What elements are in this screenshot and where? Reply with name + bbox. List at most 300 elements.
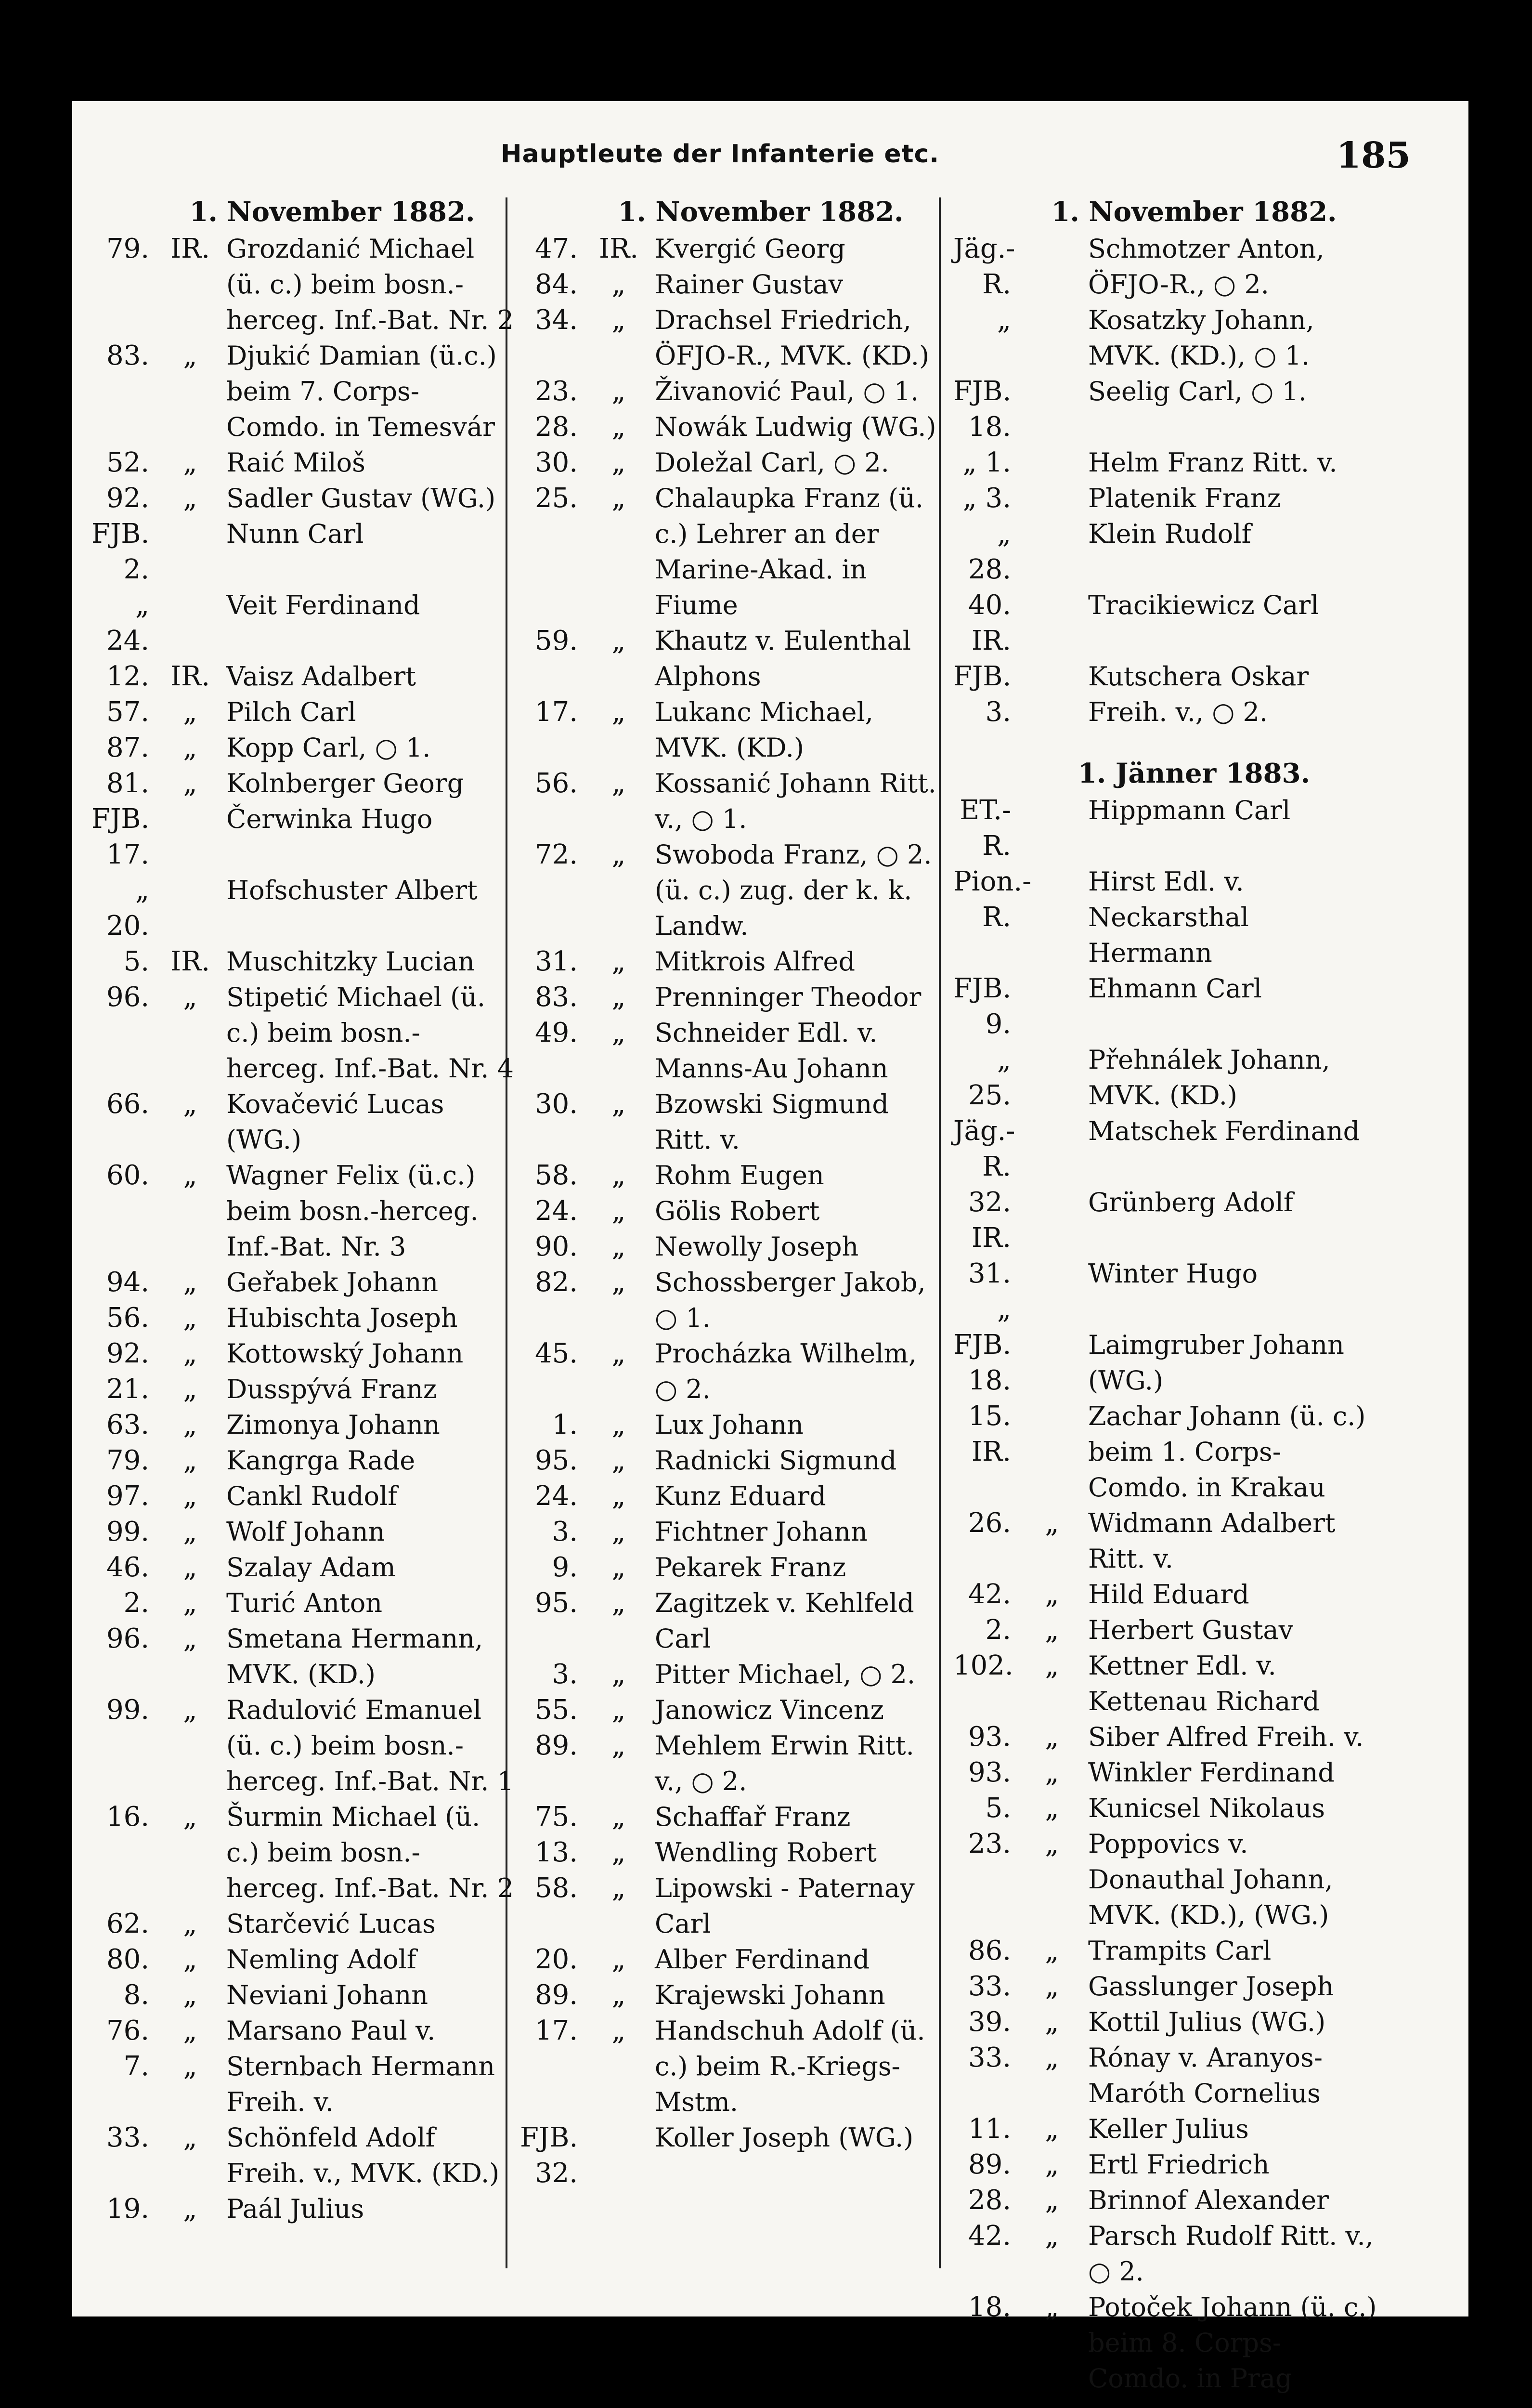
entry-name: Rainer Gustav xyxy=(655,269,844,300)
entry-number: 1. xyxy=(552,1409,578,1440)
entry-number: 42. xyxy=(968,1579,1011,1610)
entry-regiment: „ xyxy=(183,696,197,728)
entry-name: Poppovics v. Donauthal Johann, MVK. (KD.), (WG.) xyxy=(1088,1829,1333,1930)
entry-name: Čerwinka Hugo xyxy=(226,804,433,834)
entry-name: Pitter Michael, ○ 2. xyxy=(655,1659,916,1689)
list-item xyxy=(91,766,515,801)
list-item xyxy=(520,1193,944,1229)
entry-regiment: „ xyxy=(183,1338,197,1369)
entry-number: FJB. 18. xyxy=(953,376,1012,443)
entry-regiment: „ xyxy=(183,1694,197,1726)
list-item xyxy=(953,2040,1377,2111)
entry-number: 5. xyxy=(985,1793,1011,1824)
entry-regiment: „ xyxy=(611,1480,626,1512)
section-heading: 1. November 1882. xyxy=(1051,196,1337,228)
section-heading: 1. November 1882. xyxy=(618,196,904,228)
list-item xyxy=(520,1086,944,1158)
entry-name: Koller Joseph (WG.) xyxy=(655,2122,914,2153)
entry-regiment: „ xyxy=(611,839,626,870)
entry-number: 95. xyxy=(534,1445,578,1476)
list-item xyxy=(91,1550,515,1585)
page-number: 185 xyxy=(1336,135,1411,176)
entry-name: Mehlem Erwin Ritt. v., ○ 2. xyxy=(655,1730,914,1796)
entry-number: 75. xyxy=(534,1801,578,1832)
list-item xyxy=(91,231,515,338)
entry-name: Kunz Eduard xyxy=(655,1481,826,1511)
entry-number: 57. xyxy=(106,696,149,728)
list-item xyxy=(953,1399,1377,1505)
list-item xyxy=(91,588,515,659)
entry-number: 42. xyxy=(968,2220,1011,2251)
entry-name: Handschuh Adolf (ü. c.) beim R.-Kriegs-Mstm. xyxy=(655,2015,925,2117)
list-item xyxy=(953,1791,1377,1826)
entry-regiment: „ xyxy=(1045,1828,1059,1859)
entry-name: Mitkrois Alfred xyxy=(655,946,856,977)
list-item xyxy=(91,2049,515,2120)
entry-number: 84. xyxy=(534,269,578,300)
entry-number: 24. xyxy=(534,1195,578,1227)
list-item xyxy=(953,516,1377,588)
list-item xyxy=(520,1158,944,1193)
entry-regiment: „ xyxy=(1045,2291,1059,2323)
column-1 xyxy=(91,193,515,2227)
entry-number: 28. xyxy=(534,411,578,443)
list-item xyxy=(91,1300,515,1336)
entry-name: Dusspývá Franz xyxy=(226,1374,437,1404)
entry-regiment: „ xyxy=(611,1338,626,1369)
entry-number: 47. xyxy=(534,233,578,264)
entry-regiment: „ xyxy=(611,1267,626,1298)
entry-regiment: „ xyxy=(183,1801,197,1832)
entry-name: Wagner Felix (ü.c.) beim bosn.-herceg. Inf.-Bat. Nr. 3 xyxy=(226,1160,479,1262)
entry-name: Keller Julius xyxy=(1088,2114,1249,2144)
list-item xyxy=(953,1577,1377,1612)
list-item xyxy=(520,409,944,445)
entry-number: 25. xyxy=(534,483,578,514)
column-2 xyxy=(520,193,944,2191)
entry-number: 23. xyxy=(968,1828,1011,1859)
entry-name: Rónay v. Aranyos-Maróth Cornelius xyxy=(1088,2042,1323,2108)
entry-number: 58. xyxy=(534,1872,578,1904)
entry-number: 11. xyxy=(968,2113,1011,2145)
list-item xyxy=(520,445,944,481)
entry-name: Prenninger Theodor xyxy=(655,982,922,1012)
entry-number: „ xyxy=(997,304,1011,336)
section-heading: 1. Jänner 1883. xyxy=(1078,758,1311,789)
list-item xyxy=(91,1443,515,1479)
entry-number: 93. xyxy=(968,1757,1011,1788)
list-item xyxy=(91,659,515,694)
entry-name: Trampits Carl xyxy=(1088,1936,1272,1966)
entry-name: Winkler Ferdinand xyxy=(1088,1757,1335,1788)
list-item xyxy=(91,1906,515,1942)
entry-name: Kovačević Lucas (WG.) xyxy=(226,1089,444,1155)
entry-regiment: „ xyxy=(183,982,197,1013)
entry-regiment: „ xyxy=(1045,2042,1059,2073)
entry-name: Pekarek Franz xyxy=(655,1552,846,1583)
entry-name: Rohm Eugen xyxy=(655,1160,824,1191)
list-item xyxy=(91,2191,515,2227)
entry-name: Kosatzky Johann, MVK. (KD.), ○ 1. xyxy=(1088,305,1314,371)
list-item xyxy=(91,1479,515,1514)
entry-number: 62. xyxy=(106,1908,149,1939)
list-item xyxy=(953,2218,1377,2290)
entry-name: Kossanić Johann Ritt. v., ○ 1. xyxy=(655,768,936,834)
list-item xyxy=(520,766,944,837)
entry-regiment: „ xyxy=(183,483,197,514)
list-item xyxy=(520,1015,944,1086)
entry-number: 82. xyxy=(534,1267,578,1298)
entry-number: 30. xyxy=(534,447,578,478)
entry-name: Schönfeld Adolf Freih. v., MVK. (KD.) xyxy=(226,2122,500,2188)
entry-name: Chalaupka Franz (ü. c.) Lehrer an der Marine-Akad. in Fiume xyxy=(655,483,924,620)
entry-number: 83. xyxy=(534,982,578,1013)
entry-name: Gölis Robert xyxy=(655,1196,820,1226)
entry-regiment: IR. xyxy=(598,233,639,264)
list-item xyxy=(91,1086,515,1158)
entry-number: 79. xyxy=(106,233,149,264)
list-item xyxy=(520,1443,944,1479)
entry-name: Szalay Adam xyxy=(226,1552,396,1583)
entry-name: Khautz v. Eulenthal Alphons xyxy=(655,626,911,692)
entry-number: 99. xyxy=(106,1516,149,1547)
list-item xyxy=(520,1585,944,1657)
list-item xyxy=(520,267,944,302)
list-item xyxy=(953,1719,1377,1755)
entry-number: ET.-R. xyxy=(960,795,1011,862)
entry-name: Alber Ferdinand xyxy=(655,1944,870,1975)
list-item xyxy=(953,1648,1377,1719)
entry-number: 89. xyxy=(534,1730,578,1761)
entry-regiment: „ xyxy=(611,946,626,977)
entry-regiment: „ xyxy=(183,1160,197,1191)
entry-name: Ertl Friedrich xyxy=(1088,2149,1270,2180)
entry-number: 30. xyxy=(534,1088,578,1120)
entry-regiment: „ xyxy=(1045,2149,1059,2180)
entry-number: 95. xyxy=(534,1587,578,1619)
entry-name: Nunn Carl xyxy=(226,519,364,549)
list-item xyxy=(91,1621,515,1692)
list-item xyxy=(953,1185,1377,1256)
entry-name: Schmotzer Anton, ÖFJO-R., ○ 2. xyxy=(1088,234,1324,300)
list-item xyxy=(953,1826,1377,1933)
list-item xyxy=(91,516,515,588)
entry-regiment: „ xyxy=(183,2015,197,2046)
entry-regiment: „ xyxy=(1045,1614,1059,1646)
entry-name: Kopp Carl, ○ 1. xyxy=(226,733,431,763)
entry-regiment: „ xyxy=(611,1160,626,1191)
entry-name: Platenik Franz xyxy=(1088,483,1281,513)
entry-name: Starčević Lucas xyxy=(226,1909,436,1939)
entry-number: 21. xyxy=(106,1374,149,1405)
entry-name: Pilch Carl xyxy=(226,697,356,727)
list-item xyxy=(953,481,1377,516)
entry-name: Kottowský Johann xyxy=(226,1338,464,1369)
entry-number: 80. xyxy=(106,1944,149,1975)
list-item xyxy=(953,2004,1377,2040)
entry-number: 87. xyxy=(106,732,149,763)
entry-number: 52. xyxy=(106,447,149,478)
entry-regiment: „ xyxy=(611,376,626,407)
entry-regiment: „ xyxy=(1045,1721,1059,1753)
entry-number: FJB. 18. xyxy=(953,1329,1012,1396)
entry-regiment: „ xyxy=(183,1944,197,1975)
entry-name: Hofschuster Albert xyxy=(226,875,478,905)
list-item xyxy=(520,944,944,980)
entry-number: 18. xyxy=(968,2291,1011,2323)
entry-regiment: „ xyxy=(611,411,626,443)
list-item xyxy=(520,694,944,766)
entry-number: 97. xyxy=(106,1480,149,1512)
list-item xyxy=(91,1336,515,1372)
entry-name: Lukanc Michael, MVK. (KD.) xyxy=(655,697,873,763)
list-item xyxy=(520,302,944,374)
entry-regiment: „ xyxy=(611,1445,626,1476)
list-item xyxy=(953,2183,1377,2218)
list-item xyxy=(953,1042,1377,1113)
entry-number: 89. xyxy=(968,2149,1011,2180)
list-item xyxy=(953,1113,1377,1185)
entry-name: Siber Alfred Freih. v. xyxy=(1088,1722,1364,1752)
list-item xyxy=(91,1372,515,1407)
entry-regiment: „ xyxy=(611,1730,626,1761)
entry-regiment: „ xyxy=(183,1409,197,1440)
entry-number: 46. xyxy=(106,1552,149,1583)
entry-number: 92. xyxy=(106,1338,149,1369)
entry-regiment: „ xyxy=(611,1516,626,1547)
entry-name: Widmann Adalbert Ritt. v. xyxy=(1088,1508,1336,1574)
entry-regiment: „ xyxy=(183,1302,197,1334)
list-item xyxy=(91,873,515,944)
entry-regiment: „ xyxy=(611,1552,626,1583)
entry-number: Jäg.-R. xyxy=(953,233,1015,300)
entry-number: 40. IR. xyxy=(968,589,1011,656)
entry-name: Bzowski Sigmund Ritt. v. xyxy=(655,1089,889,1155)
entry-number: 99. xyxy=(106,1694,149,1726)
entry-number: 3. xyxy=(552,1659,578,1690)
entry-name: Smetana Hermann, MVK. (KD.) xyxy=(226,1623,483,1689)
entry-regiment: „ xyxy=(1045,1793,1059,1824)
entry-regiment: „ xyxy=(1045,1579,1059,1610)
list-item xyxy=(953,1612,1377,1648)
list-item xyxy=(953,302,1377,374)
entry-number: Pion.-R. xyxy=(953,866,1032,933)
list-item xyxy=(953,1933,1377,1969)
entry-regiment: „ xyxy=(611,447,626,478)
entry-regiment: „ xyxy=(611,982,626,1013)
entry-regiment: „ xyxy=(611,1837,626,1868)
entry-number: „ 1. xyxy=(962,447,1011,478)
entry-name: Cankl Rudolf xyxy=(226,1481,398,1511)
list-item xyxy=(953,793,1377,864)
entry-name: Procházka Wilhelm, ○ 2. xyxy=(655,1338,917,1404)
entry-regiment: „ xyxy=(611,483,626,514)
entry-number: FJB. 17. xyxy=(91,803,150,870)
entry-name: Kutschera Oskar Freih. v., ○ 2. xyxy=(1088,661,1309,727)
entry-regiment: „ xyxy=(611,1587,626,1619)
entry-name: Matschek Ferdinand xyxy=(1088,1116,1360,1146)
entry-name: Radulović Emanuel (ü. c.) beim bosn.-herceg. Inf.-Bat. Nr. 1 xyxy=(226,1695,514,1796)
entry-regiment: „ xyxy=(1045,2113,1059,2145)
entry-name: Hubischta Joseph xyxy=(226,1303,458,1333)
entry-name: Kangrga Rade xyxy=(226,1445,415,1476)
entry-number: 94. xyxy=(106,1267,149,1298)
entry-regiment: „ xyxy=(183,447,197,478)
list-item xyxy=(953,1505,1377,1577)
entry-number: 59. xyxy=(534,625,578,656)
entry-number: „ 28. xyxy=(968,518,1011,585)
entry-number: 31. xyxy=(534,946,578,977)
entry-regiment: „ xyxy=(183,1374,197,1405)
entry-name: Geřabek Johann xyxy=(226,1267,439,1297)
entry-regiment: „ xyxy=(611,1944,626,1975)
entry-regiment: „ xyxy=(611,1195,626,1227)
running-head xyxy=(72,120,1468,176)
list-item xyxy=(91,2120,515,2191)
list-item xyxy=(91,1692,515,1799)
entry-number: 13. xyxy=(534,1837,578,1868)
list-item xyxy=(953,1969,1377,2004)
list-item xyxy=(953,659,1377,730)
entry-number: 56. xyxy=(106,1302,149,1334)
entry-regiment: „ xyxy=(183,1480,197,1512)
entry-regiment: „ xyxy=(611,625,626,656)
list-item xyxy=(953,971,1377,1042)
entry-number: 89. xyxy=(534,1979,578,2011)
list-item xyxy=(520,1977,944,2013)
entry-number: 31. „ xyxy=(968,1258,1011,1325)
entry-name: Vaisz Adalbert xyxy=(226,661,416,692)
entry-number: 102. xyxy=(953,1650,1013,1681)
list-item xyxy=(91,801,515,873)
entry-regiment: „ xyxy=(611,1872,626,1904)
entry-number: 28. xyxy=(968,2185,1011,2216)
entry-name: Schneider Edl. v. Manns-Au Johann xyxy=(655,1018,888,1084)
entry-number: „ 24. xyxy=(106,589,149,656)
entry-number: 15. IR. xyxy=(968,1400,1011,1467)
entry-name: Djukić Damian (ü.c.) beim 7. Corps-Comdo. in Temesvár xyxy=(226,340,497,442)
entry-name: Tracikiewicz Carl xyxy=(1088,590,1319,620)
list-item xyxy=(520,481,944,623)
entry-name: Muschitzky Lucian xyxy=(226,946,475,977)
list-item xyxy=(91,1942,515,1977)
list-item xyxy=(520,231,944,267)
entry-name: Šurmin Michael (ü. c.) beim bosn.-herceg. Inf.-Bat. Nr. 2 xyxy=(226,1802,514,1903)
entry-number: 3. xyxy=(552,1516,578,1547)
entry-number: „ 25. xyxy=(968,1044,1011,1111)
entry-regiment: „ xyxy=(611,1659,626,1690)
entry-regiment: IR. xyxy=(170,946,210,977)
entry-name: Stipetić Michael (ü. c.) beim bosn.-herceg. Inf.-Bat. Nr. 4 xyxy=(226,982,514,1084)
entry-name: Hippmann Carl xyxy=(1088,795,1291,825)
entry-number: FJB. 3. xyxy=(953,661,1012,728)
entry-name: Sadler Gustav (WG.) xyxy=(226,483,496,513)
entry-name: Swoboda Franz, ○ 2. (ü. c.) zug. der k. k. Landw. xyxy=(655,839,932,941)
entry-regiment: „ xyxy=(1045,2185,1059,2216)
entry-name: Parsch Rudolf Ritt. v., ○ 2. xyxy=(1088,2221,1374,2287)
list-item xyxy=(520,1871,944,1942)
list-item xyxy=(91,730,515,766)
list-item xyxy=(91,338,515,445)
entry-name: Kunicsel Nikolaus xyxy=(1088,1793,1325,1823)
entry-regiment: „ xyxy=(1045,1757,1059,1788)
list-item xyxy=(91,1407,515,1443)
entry-name: Winter Hugo xyxy=(1088,1258,1258,1289)
entry-number: 45. xyxy=(534,1338,578,1369)
entry-number: „ 20. xyxy=(106,875,149,942)
entry-name: Hirst Edl. v. Neckarsthal Hermann xyxy=(1088,866,1249,968)
list-item xyxy=(953,588,1377,659)
entry-regiment: „ xyxy=(183,2122,197,2153)
entry-number: 33. xyxy=(106,2122,149,2153)
entry-number: 7. xyxy=(123,2051,149,2082)
entry-name: Zimonya Johann xyxy=(226,1410,440,1440)
entry-name: Grozdanić Michael (ü. c.) beim bosn.-herceg. Inf.-Bat. Nr. 2 xyxy=(226,234,514,335)
running-title: Hauptleute der Infanterie etc. xyxy=(501,140,940,169)
entry-number: 12. xyxy=(106,661,149,692)
entry-name: Newolly Joseph xyxy=(655,1231,859,1262)
entry-name: Turić Anton xyxy=(226,1588,383,1618)
entry-number: 72. xyxy=(534,839,578,870)
list-item xyxy=(520,980,944,1015)
entry-number: 49. xyxy=(534,1017,578,1048)
entry-regiment: „ xyxy=(183,2051,197,2082)
list-item xyxy=(953,864,1377,971)
entry-regiment: „ xyxy=(183,1516,197,1547)
entry-regiment: „ xyxy=(1045,1935,1059,1966)
entry-regiment: „ xyxy=(183,1979,197,2011)
entry-number: 66. xyxy=(106,1088,149,1120)
entry-regiment: „ xyxy=(183,1587,197,1619)
list-item xyxy=(520,1550,944,1585)
entry-number: 8. xyxy=(123,1979,149,2011)
entry-number: 63. xyxy=(106,1409,149,1440)
entry-name: Kolnberger Georg xyxy=(226,768,464,798)
list-item xyxy=(91,1265,515,1300)
entry-number: 33. xyxy=(968,1971,1011,2002)
entry-regiment: „ xyxy=(611,1801,626,1832)
entry-regiment: „ xyxy=(183,340,197,371)
entry-number: 16. xyxy=(106,1801,149,1832)
entry-number: 24. xyxy=(534,1480,578,1512)
entry-name: Kvergić Georg xyxy=(655,234,845,264)
entry-name: Schossberger Jakob, ○ 1. xyxy=(655,1267,926,1333)
list-item xyxy=(953,1327,1377,1399)
entry-number: 17. xyxy=(534,696,578,728)
entry-number: 93. xyxy=(968,1721,1011,1753)
entry-name: Janowicz Vincenz xyxy=(655,1695,884,1725)
list-item xyxy=(520,1407,944,1443)
entry-name: Wendling Robert xyxy=(655,1837,877,1868)
entry-name: Schaffař Franz xyxy=(655,1802,851,1832)
list-item xyxy=(520,1336,944,1407)
entry-number: 92. xyxy=(106,483,149,514)
list-item xyxy=(520,623,944,694)
entry-number: FJB. 32. xyxy=(520,2122,578,2189)
entry-regiment: „ xyxy=(183,1908,197,1939)
entry-name: Lux Johann xyxy=(655,1410,804,1440)
entry-regiment: „ xyxy=(611,1017,626,1048)
entry-name: Lipowski - Paternay Carl xyxy=(655,1873,915,1939)
entry-name: Gasslunger Joseph xyxy=(1088,1971,1334,2002)
entry-regiment: „ xyxy=(183,1445,197,1476)
list-item xyxy=(520,1728,944,1799)
entry-name: Paál Julius xyxy=(226,2194,364,2224)
entry-regiment: „ xyxy=(183,1552,197,1583)
list-item xyxy=(953,231,1377,302)
entry-regiment: „ xyxy=(1045,2220,1059,2251)
entry-name: Doležal Carl, ○ 2. xyxy=(655,447,889,478)
